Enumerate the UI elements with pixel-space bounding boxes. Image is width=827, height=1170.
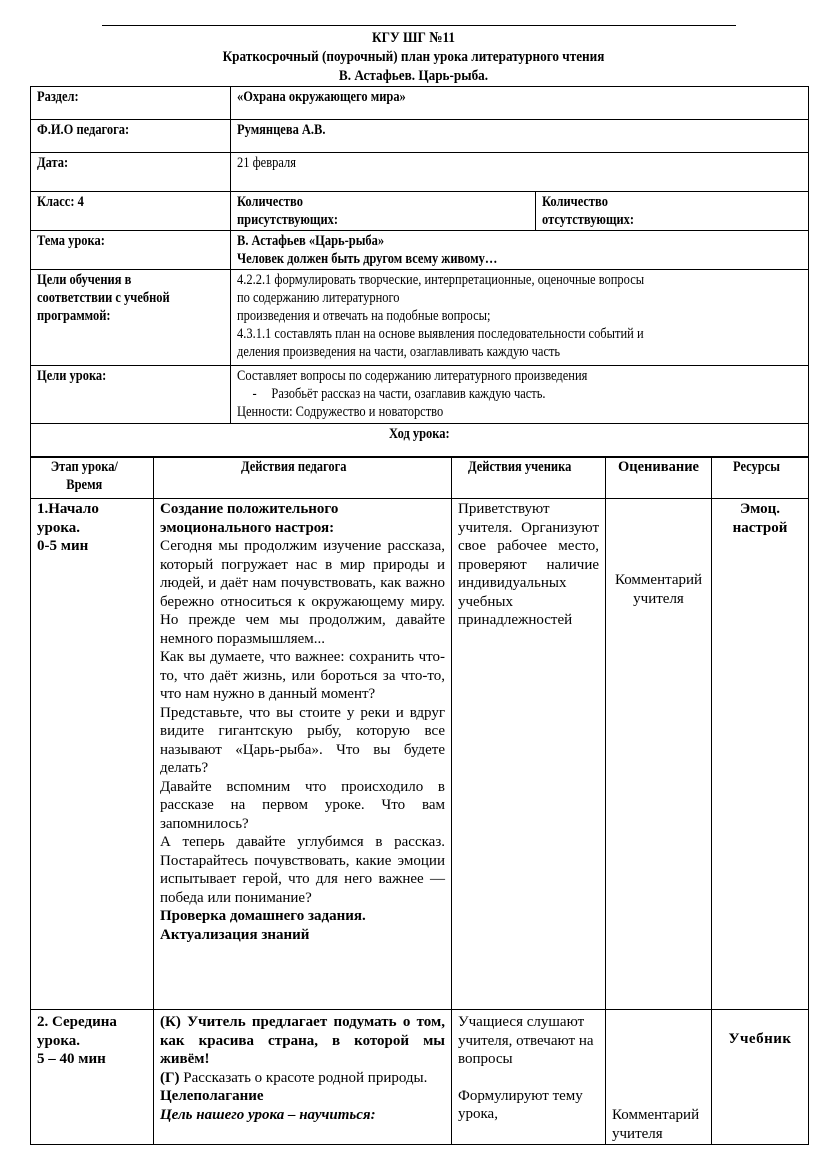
stage-cell: 2. Середина урока. 5 – 40 мин xyxy=(31,1010,154,1145)
lesson-goals-value: Составляет вопросы по содержанию литературного произведения - Разобьёт рассказ на части, озаглавив каждую часть. Ценности: Содружество и новаторство xyxy=(231,366,809,424)
col-teacher-header: Действия педагога xyxy=(154,457,452,499)
class-label: Класс: 4 xyxy=(31,192,231,231)
document-header xyxy=(0,29,827,86)
topic-value: В. Астафьев «Царь-рыба» Человек должен быть другом всему живому… xyxy=(231,231,809,270)
row-learning-objectives xyxy=(31,270,809,366)
section-label: Раздел: xyxy=(31,87,231,120)
teacher-actions-cell: (К) Учитель предлагает подумать о том, как красива страна, в которой мы живём! (Г) Рассказать о красоте родной природы. Целеполагание Цель нашего урока – научиться: xyxy=(154,1010,452,1145)
row-topic xyxy=(31,231,809,270)
lesson-goals-label: Цели урока: xyxy=(31,366,231,424)
section-value: «Охрана окружающего мира» xyxy=(231,87,809,120)
resources-cell: Учебник xyxy=(712,1010,809,1145)
row-section xyxy=(31,87,809,120)
date-label: Дата: xyxy=(31,153,231,192)
assessment-cell: Комментарий учителя xyxy=(606,1010,712,1145)
lesson-title: В. Астафьев. Царь-рыба. xyxy=(338,68,489,84)
info-table xyxy=(30,86,809,458)
progress-title: Ход урока: xyxy=(31,424,809,458)
teacher-actions-cell: Создание положительного эмоционального настроя: Сегодня мы продолжим изучение рассказа, который погружает нас в мир природы и людей, и даёт нам почувствовать, как важно бережно относиться к окружающему миру. Но прежде чем мы продолжим, давайте немного поразмышляем... Как вы думаете, что важнее: сохранить что-то, что даёт жизнь, или бороться за что-то, что нам нужно в данный момент? Представьте, что вы стоите у реки и вдруг видите гигантскую рыбу, которую все называют «Царь-рыба». Что вы будете делать? Давайте вспомним что происходило в рассказе на первом уроке. Что вам запомнилось? А теперь давайте углубимся в рассказ. Постарайтесь почувствовать, какие эмоции испытывает герой, что для него важнее — победа или понимание? Проверка домашнего задания. Актуализация знаний xyxy=(154,499,452,1010)
resources-cell: Эмоц. настрой xyxy=(712,499,809,1010)
date-value: 21 февраля xyxy=(231,153,809,192)
teacher-value: Румянцева А.В. xyxy=(231,120,809,153)
student-actions-cell: Приветствуют учителя. Организуют свое рабочее место, проверяют наличие индивидуальных учебных принадлежностей xyxy=(452,499,606,1010)
teacher-label: Ф.И.О педагога: xyxy=(31,120,231,153)
row-teacher xyxy=(31,120,809,153)
student-actions-cell: Учащиеся слушают учителя, отвечают на вопросы Формулируют тему урока, xyxy=(452,1010,606,1145)
row-date xyxy=(31,153,809,192)
topic-label: Тема урока: xyxy=(31,231,231,270)
col-assessment-header: Оценивание xyxy=(606,457,712,499)
table-row xyxy=(31,499,809,1010)
lesson-table-header xyxy=(31,457,809,499)
stage-cell: 1.Начало урока. 0-5 мин xyxy=(31,499,154,1010)
absent-count: Количество отсутствующих: xyxy=(536,192,809,231)
row-lesson-goals xyxy=(31,366,809,424)
lesson-flow-table xyxy=(30,456,809,1145)
present-count: Количество присутствующих: xyxy=(231,192,536,231)
row-progress-title xyxy=(31,424,809,458)
top-rule xyxy=(102,25,736,26)
row-class xyxy=(31,192,809,231)
learning-objectives-label: Цели обучения в соответствии с учебной программой: xyxy=(31,270,231,366)
goal-bullet: - Разобьёт рассказ на части, озаглавив каждую часть. xyxy=(237,385,546,403)
col-resources-header: Ресурсы xyxy=(712,457,809,499)
col-student-header: Действия ученика xyxy=(452,457,606,499)
assessment-cell: Комментарий учителя xyxy=(606,499,712,1010)
school-name: КГУ ШГ №11 xyxy=(372,30,455,46)
plan-title: Краткосрочный (поурочный) план урока литературного чтения xyxy=(222,49,605,65)
learning-objectives-value: 4.2.2.1 формулировать творческие, интерпретационные, оценочные вопросы по содержанию литературного произведения и отвечать на подобные вопросы; 4.3.1.1 составлять план на основе выявления последовательности событий и деления произведения на части, озаглавливать каждую часть xyxy=(231,270,809,366)
table-row xyxy=(31,1010,809,1145)
col-stage-header: Этап урока/ Время xyxy=(31,457,154,499)
